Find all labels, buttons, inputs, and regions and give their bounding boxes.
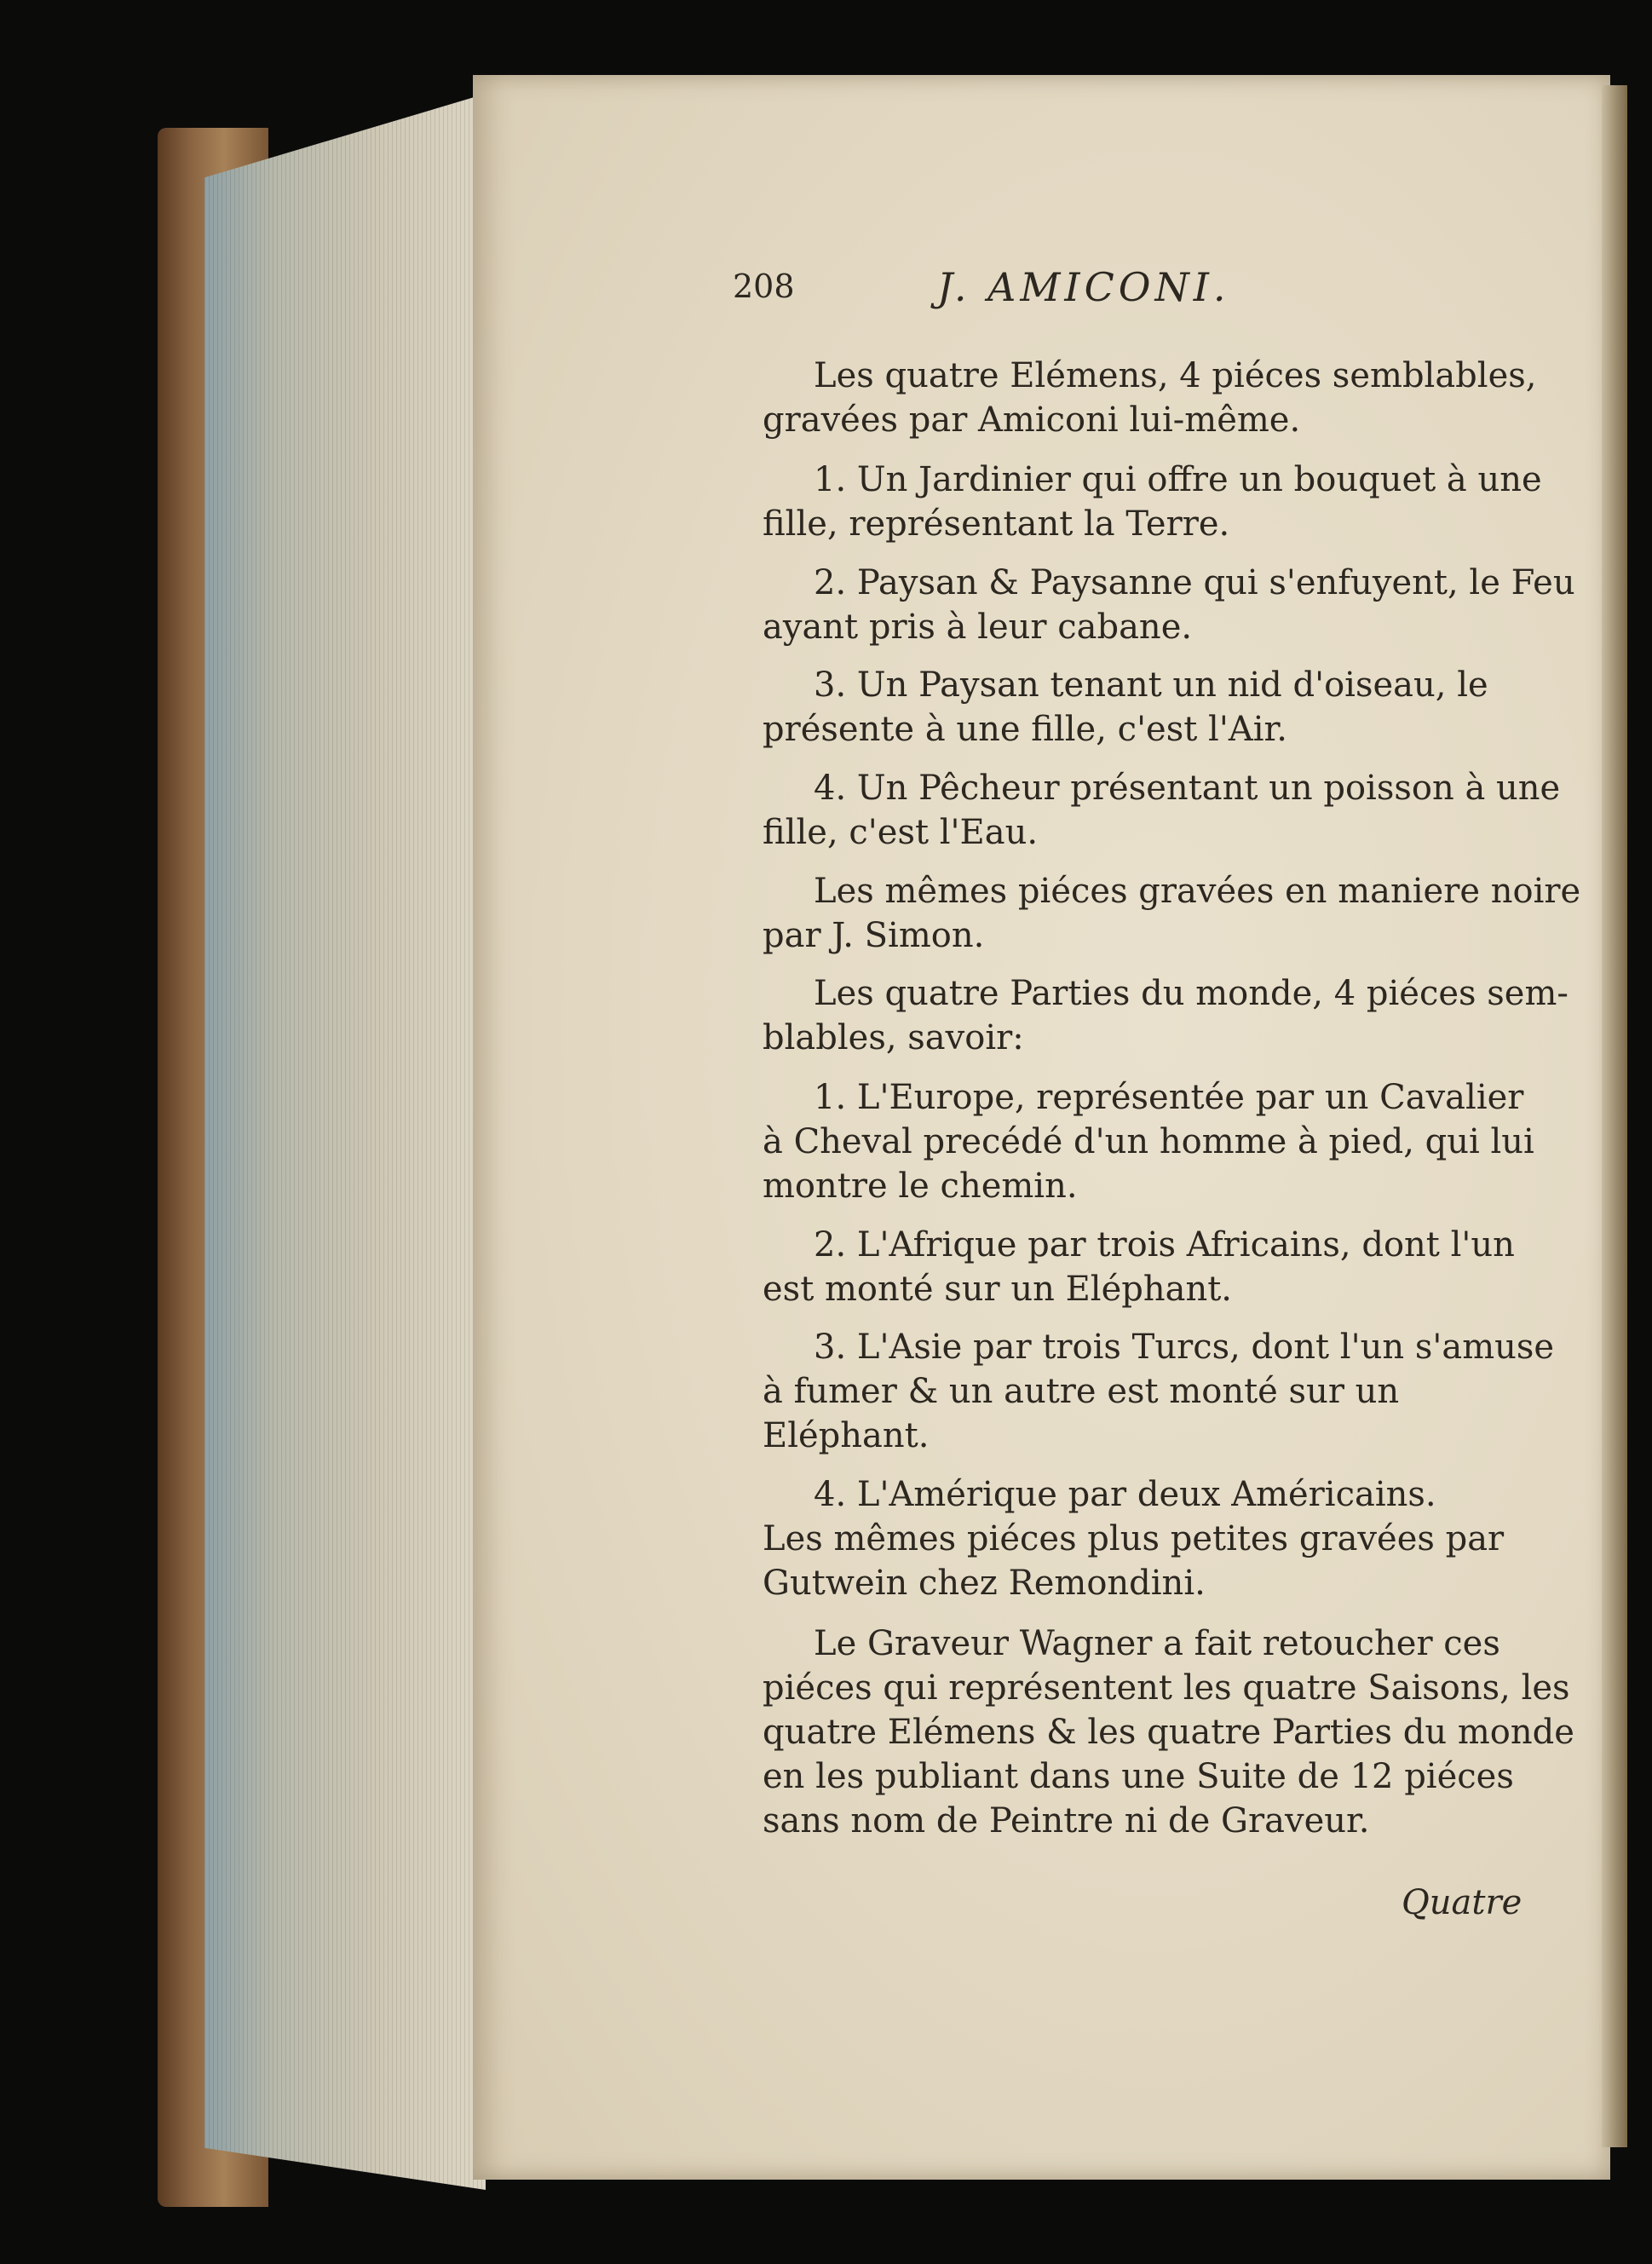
text-line: fille, représentant la Terre. <box>763 504 1230 544</box>
text-line: Les quatre Parties du monde, 4 piéces sem- <box>814 974 1569 1013</box>
paragraph <box>763 561 1575 649</box>
text-line: par J. Simon. <box>763 916 985 955</box>
paragraph <box>763 1472 1529 1605</box>
page-header <box>733 264 1440 315</box>
paragraph <box>763 869 1581 958</box>
text-line: 4. Un Pêcheur présentant un poisson à une <box>814 769 1561 808</box>
text-line: blables, savoir: <box>763 1018 1024 1057</box>
text-line: sans nom de Peintre ni de Graveur. <box>763 1801 1370 1841</box>
text-line: montre le chemin. <box>763 1167 1078 1206</box>
text-line: fille, c'est l'Eau. <box>763 813 1039 852</box>
catchword: Quatre <box>1402 1883 1522 1922</box>
text-line: Les mêmes piéces gravées en maniere noire <box>814 872 1581 911</box>
text-line: gravées par Amiconi lui-même. <box>763 400 1301 440</box>
text-line: à fumer & un autre est monté sur un <box>763 1372 1400 1411</box>
text-line: 4. L'Amérique par deux Américains. <box>814 1475 1436 1514</box>
paragraph <box>763 766 1561 855</box>
paragraph <box>763 1622 1574 1843</box>
text-line: Les mêmes piéces plus petites gravées par <box>763 1519 1505 1558</box>
text-line: Les quatre Elémens, 4 piéces semblables, <box>814 356 1537 395</box>
text-line: est monté sur un Eléphant. <box>763 1270 1233 1309</box>
paragraph <box>763 1325 1555 1458</box>
text-line: Gutwein chez Remondini. <box>763 1564 1206 1603</box>
text-line: 2. Paysan & Paysanne qui s'enfuyent, le Feu <box>814 563 1575 602</box>
paragraph <box>763 663 1529 752</box>
page-number: 208 <box>733 268 795 305</box>
paragraph <box>763 458 1542 546</box>
text-line: quatre Elémens & les quatre Parties du monde <box>763 1713 1574 1752</box>
text-line: 1. Un Jardinier qui offre un bouquet à une <box>814 460 1542 499</box>
text-line: piéces qui représentent les quatre Saisons, les <box>763 1668 1570 1708</box>
text-line: 3. L'Asie par trois Turcs, dont l'un s'amuse <box>814 1328 1555 1367</box>
running-head: J. AMICONI. <box>937 264 1230 310</box>
text-line: 3. Un Paysan tenant un nid d'oiseau, le <box>814 665 1488 705</box>
text-line: 2. L'Afrique par trois Africains, dont l'un <box>814 1225 1515 1264</box>
text-line: en les publiant dans une Suite de 12 piéces <box>763 1757 1514 1796</box>
paragraph <box>763 971 1569 1060</box>
text-line: ayant pris à leur cabane. <box>763 608 1193 647</box>
text-line: présente à une fille, c'est l'Air. <box>763 710 1287 749</box>
text-line: à Cheval precédé d'un homme à pied, qui lui <box>763 1122 1534 1161</box>
text-line: 1. L'Europe, représentée par un Cavalier <box>814 1078 1524 1117</box>
paragraph <box>763 1075 1534 1208</box>
text-line: Eléphant. <box>763 1416 930 1455</box>
paragraph <box>763 354 1537 442</box>
paragraph <box>763 1223 1529 1311</box>
text-line: Le Graveur Wagner a fait retoucher ces <box>814 1624 1500 1663</box>
